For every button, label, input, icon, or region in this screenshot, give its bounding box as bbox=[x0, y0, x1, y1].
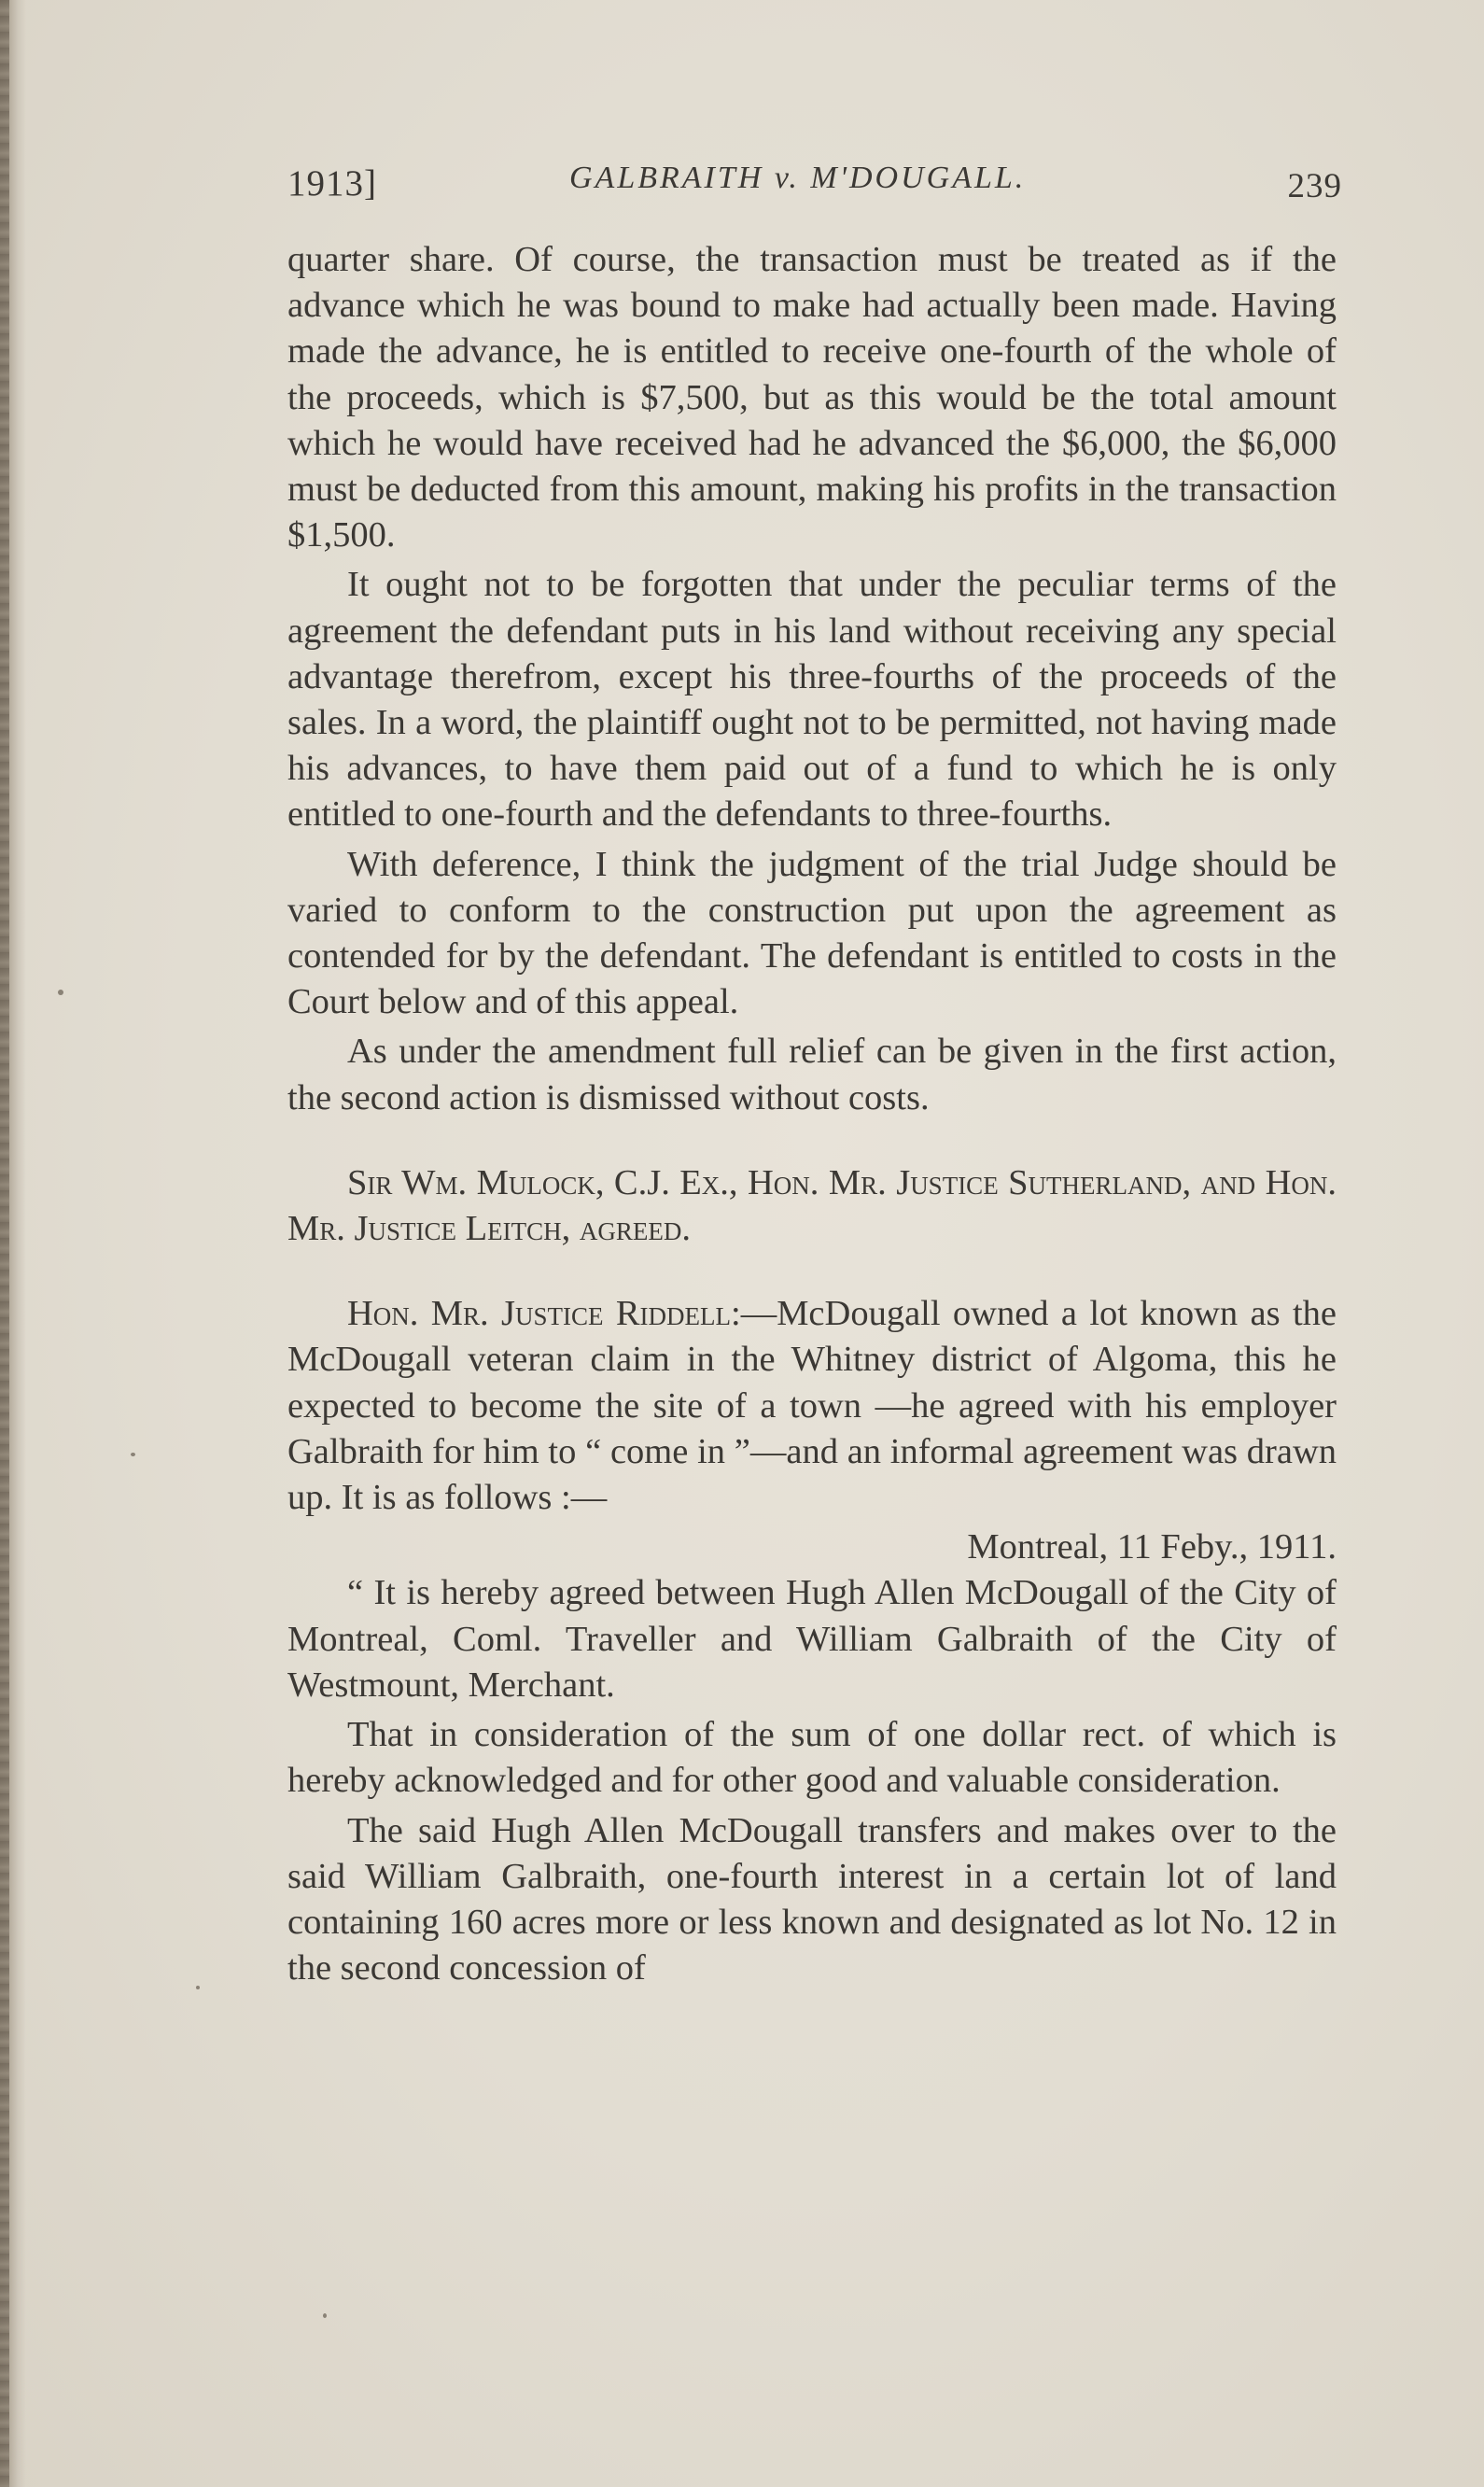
paper-speck bbox=[58, 990, 63, 995]
header-page-number: 239 bbox=[1287, 167, 1342, 205]
agreement-dateline: Montreal, 11 Feby., 1911. bbox=[967, 1527, 1337, 1567]
paragraph-riddell-opinion bbox=[287, 1291, 1337, 1521]
agreement-transfer: The said Hugh Allen McDougall transfers and makes over to the said William Galbraith, one-fourth interest in a certain lot of land containing 160 acres more or less known and designated as lot No. 12 in the second concession of bbox=[287, 1810, 1337, 1988]
running-header bbox=[287, 157, 1342, 213]
agreement-parties: “ It is hereby agreed between Hugh Allen McDougall of the City of Montreal, Coml. Traveller and William Galbraith of the City of Westmount, Merchant. bbox=[287, 1573, 1337, 1705]
paragraph-amendment: As under the amendment full relief can be given in the first action, the second action is dismissed without costs. bbox=[287, 1032, 1337, 1117]
riddell-opinion-text: :—McDougall owned a lot known as the McDougall veteran claim in the Whitney district of Algoma, this he expected to become the site of a town —he agreed with his employer Galbraith for him to “ come in ”—and an informal agreement was drawn up. It is as follows :— bbox=[287, 1294, 1337, 1518]
paper-speck bbox=[131, 1453, 135, 1456]
page-binding-edge bbox=[0, 0, 9, 2487]
paragraph-with-deference: With deference, I think the judgment of the trial Judge should be varied to conform to the construction put upon the agreement as contended for by the defendant. The defendant is entitled to costs in the Court below and of this appeal. bbox=[287, 844, 1337, 1022]
paper-speck bbox=[196, 1986, 200, 1989]
paragraph-peculiar-terms: It ought not to be forgotten that under the peculiar terms of the agreement the defendant puts in his land without receiving any special advantage therefrom, except his three-fourths of the proceeds of the sales. In a word, the plaintiff ought not to be permitted, not having made his advances, to have them paid out of a fund to which he is only entitled to one-fourth and the defendants to three-fourths. bbox=[287, 565, 1337, 835]
paragraph-concurring-judges: Sir Wm. Mulock, C.J. Ex., Hon. Mr. Justice Sutherland, and Hon. Mr. Justice Leitch, agreed. bbox=[287, 1162, 1337, 1249]
paper-speck bbox=[323, 2313, 327, 2318]
header-case-title: GALBRAITH v. M'DOUGALL. bbox=[569, 161, 1027, 195]
page-body bbox=[287, 237, 1337, 1991]
paragraph-quarter-share: quarter share. Of course, the transaction must be treated as if the advance which he was bound to make had actually been made. Having made the advance, he is entitled to receive one-fourth of the whole of the proceeds, which is $7,500, but as this would be the total amount which he would have received had he advanced the $6,000, the $6,000 must be deducted from this amount, making his profits in the transaction $1,500. bbox=[287, 240, 1337, 555]
agreement-consideration: That in consideration of the sum of one dollar rect. of which is hereby acknowledged and for other good and valuable consideration. bbox=[287, 1715, 1337, 1801]
header-year: 1913] bbox=[287, 163, 377, 204]
speaker-name: Hon. Mr. Justice Riddell bbox=[347, 1294, 731, 1334]
